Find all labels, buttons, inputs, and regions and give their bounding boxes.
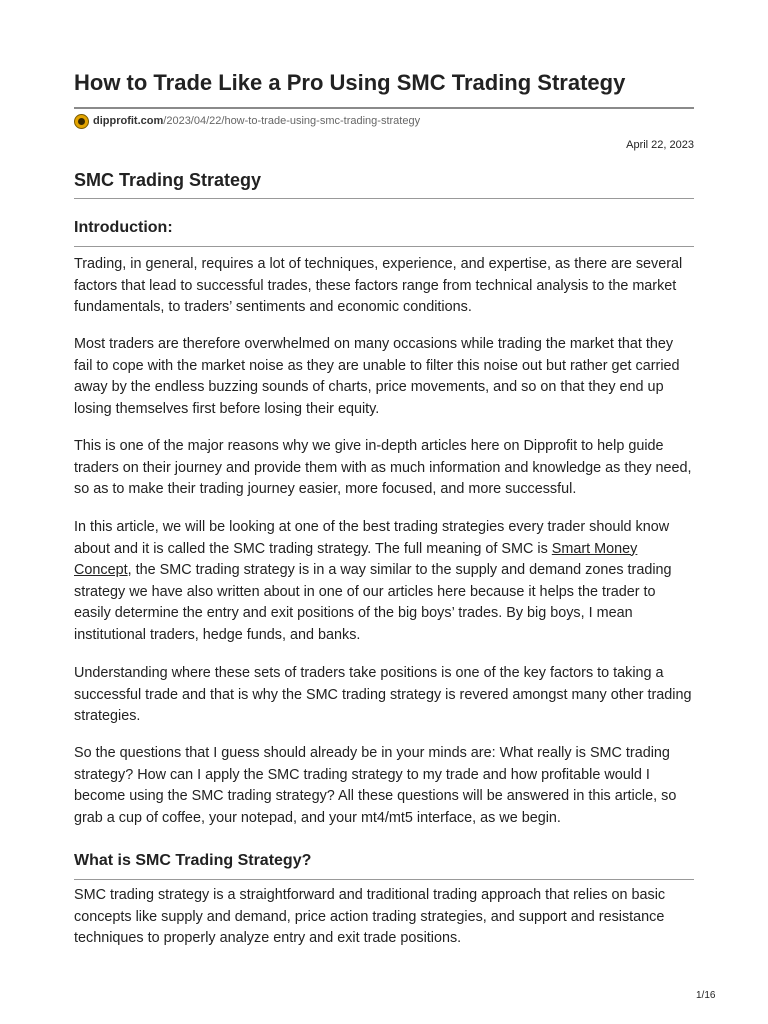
source-domain[interactable]: dipprofit.com xyxy=(93,115,164,127)
section-heading-divider xyxy=(74,879,694,880)
paragraph-6: So the questions that I guess should already be in your minds are: What really is SMC trading strategy? How can I apply the SMC trading strategy to my trade and how profitable would I become using the SMC trading strategy? All these questions will be answered in this article, so grab a cup of coffee, your notepad, and your mt4/mt5 interface, as we begin. xyxy=(74,745,677,826)
paragraph-1: Trading, in general, requires a lot of techniques, experience, and expertise, as there are several factors that lead to successful trades, these factors range from technical analysis to the market fundamentals, to traders’ sentiments and economic conditions. xyxy=(74,256,683,316)
article-heading-divider xyxy=(74,198,694,199)
section-heading: What is SMC Trading Strategy? xyxy=(74,852,312,869)
source-url[interactable] xyxy=(74,113,420,129)
paragraph-4-text-end: , the SMC trading strategy is in a way similar to the supply and demand zones trading strategy we have also written about in one of our articles here because it helps the trader to easily determine the entry and exit positions of the big boys’ trades. By big boys, I mean institutional traders, hedge funds, and banks. xyxy=(74,562,672,643)
page-number: 1/16 xyxy=(696,990,716,1001)
section-paragraph: SMC trading strategy is a straightforward and traditional trading approach that relies on basic concepts like supply and demand, price action trading strategies, and support and resistance techniques to properly analyze entry and exit trade positions. xyxy=(74,887,666,947)
paragraph-4-text-start: In this article, we will be looking at one of the best trading strategies every trader should know about and it is called the SMC trading strategy. The full meaning of SMC is xyxy=(74,519,670,557)
intro-heading: Introduction: xyxy=(74,219,173,236)
paragraph-4 xyxy=(74,517,694,647)
dipprofit-logo-icon xyxy=(74,114,89,129)
paragraph-5: Understanding where these sets of traders take positions is one of the key factors to taking a successful trade and that is why the SMC trading strategy is revered amongst many other trading strategies. xyxy=(74,665,692,725)
paragraph-3: This is one of the major reasons why we give in-depth articles here on Dipprofit to help guide traders on their journey and provide them with as much information and knowledge as they need, so as to make their trading journey easier, more focused, and more successful. xyxy=(74,438,692,498)
title-divider xyxy=(74,107,694,109)
publish-date: April 22, 2023 xyxy=(626,139,694,151)
intro-heading-divider xyxy=(74,246,694,247)
article-heading: SMC Trading Strategy xyxy=(74,170,262,190)
smart-money-concept-link[interactable]: Smart Money Concept xyxy=(74,540,638,579)
paragraph-2: Most traders are therefore overwhelmed on many occasions while trading the market that they fail to cope with the market noise as they are unable to filter this noise out but rather get carried away by the endless buzzing sounds of charts, price movements, and so on that they end up losing themselves first before losing their equity. xyxy=(74,336,680,417)
document-title: How to Trade Like a Pro Using SMC Trading Strategy xyxy=(74,70,626,95)
source-path[interactable]: /2023/04/22/how-to-trade-using-smc-trading-strategy xyxy=(163,115,421,127)
